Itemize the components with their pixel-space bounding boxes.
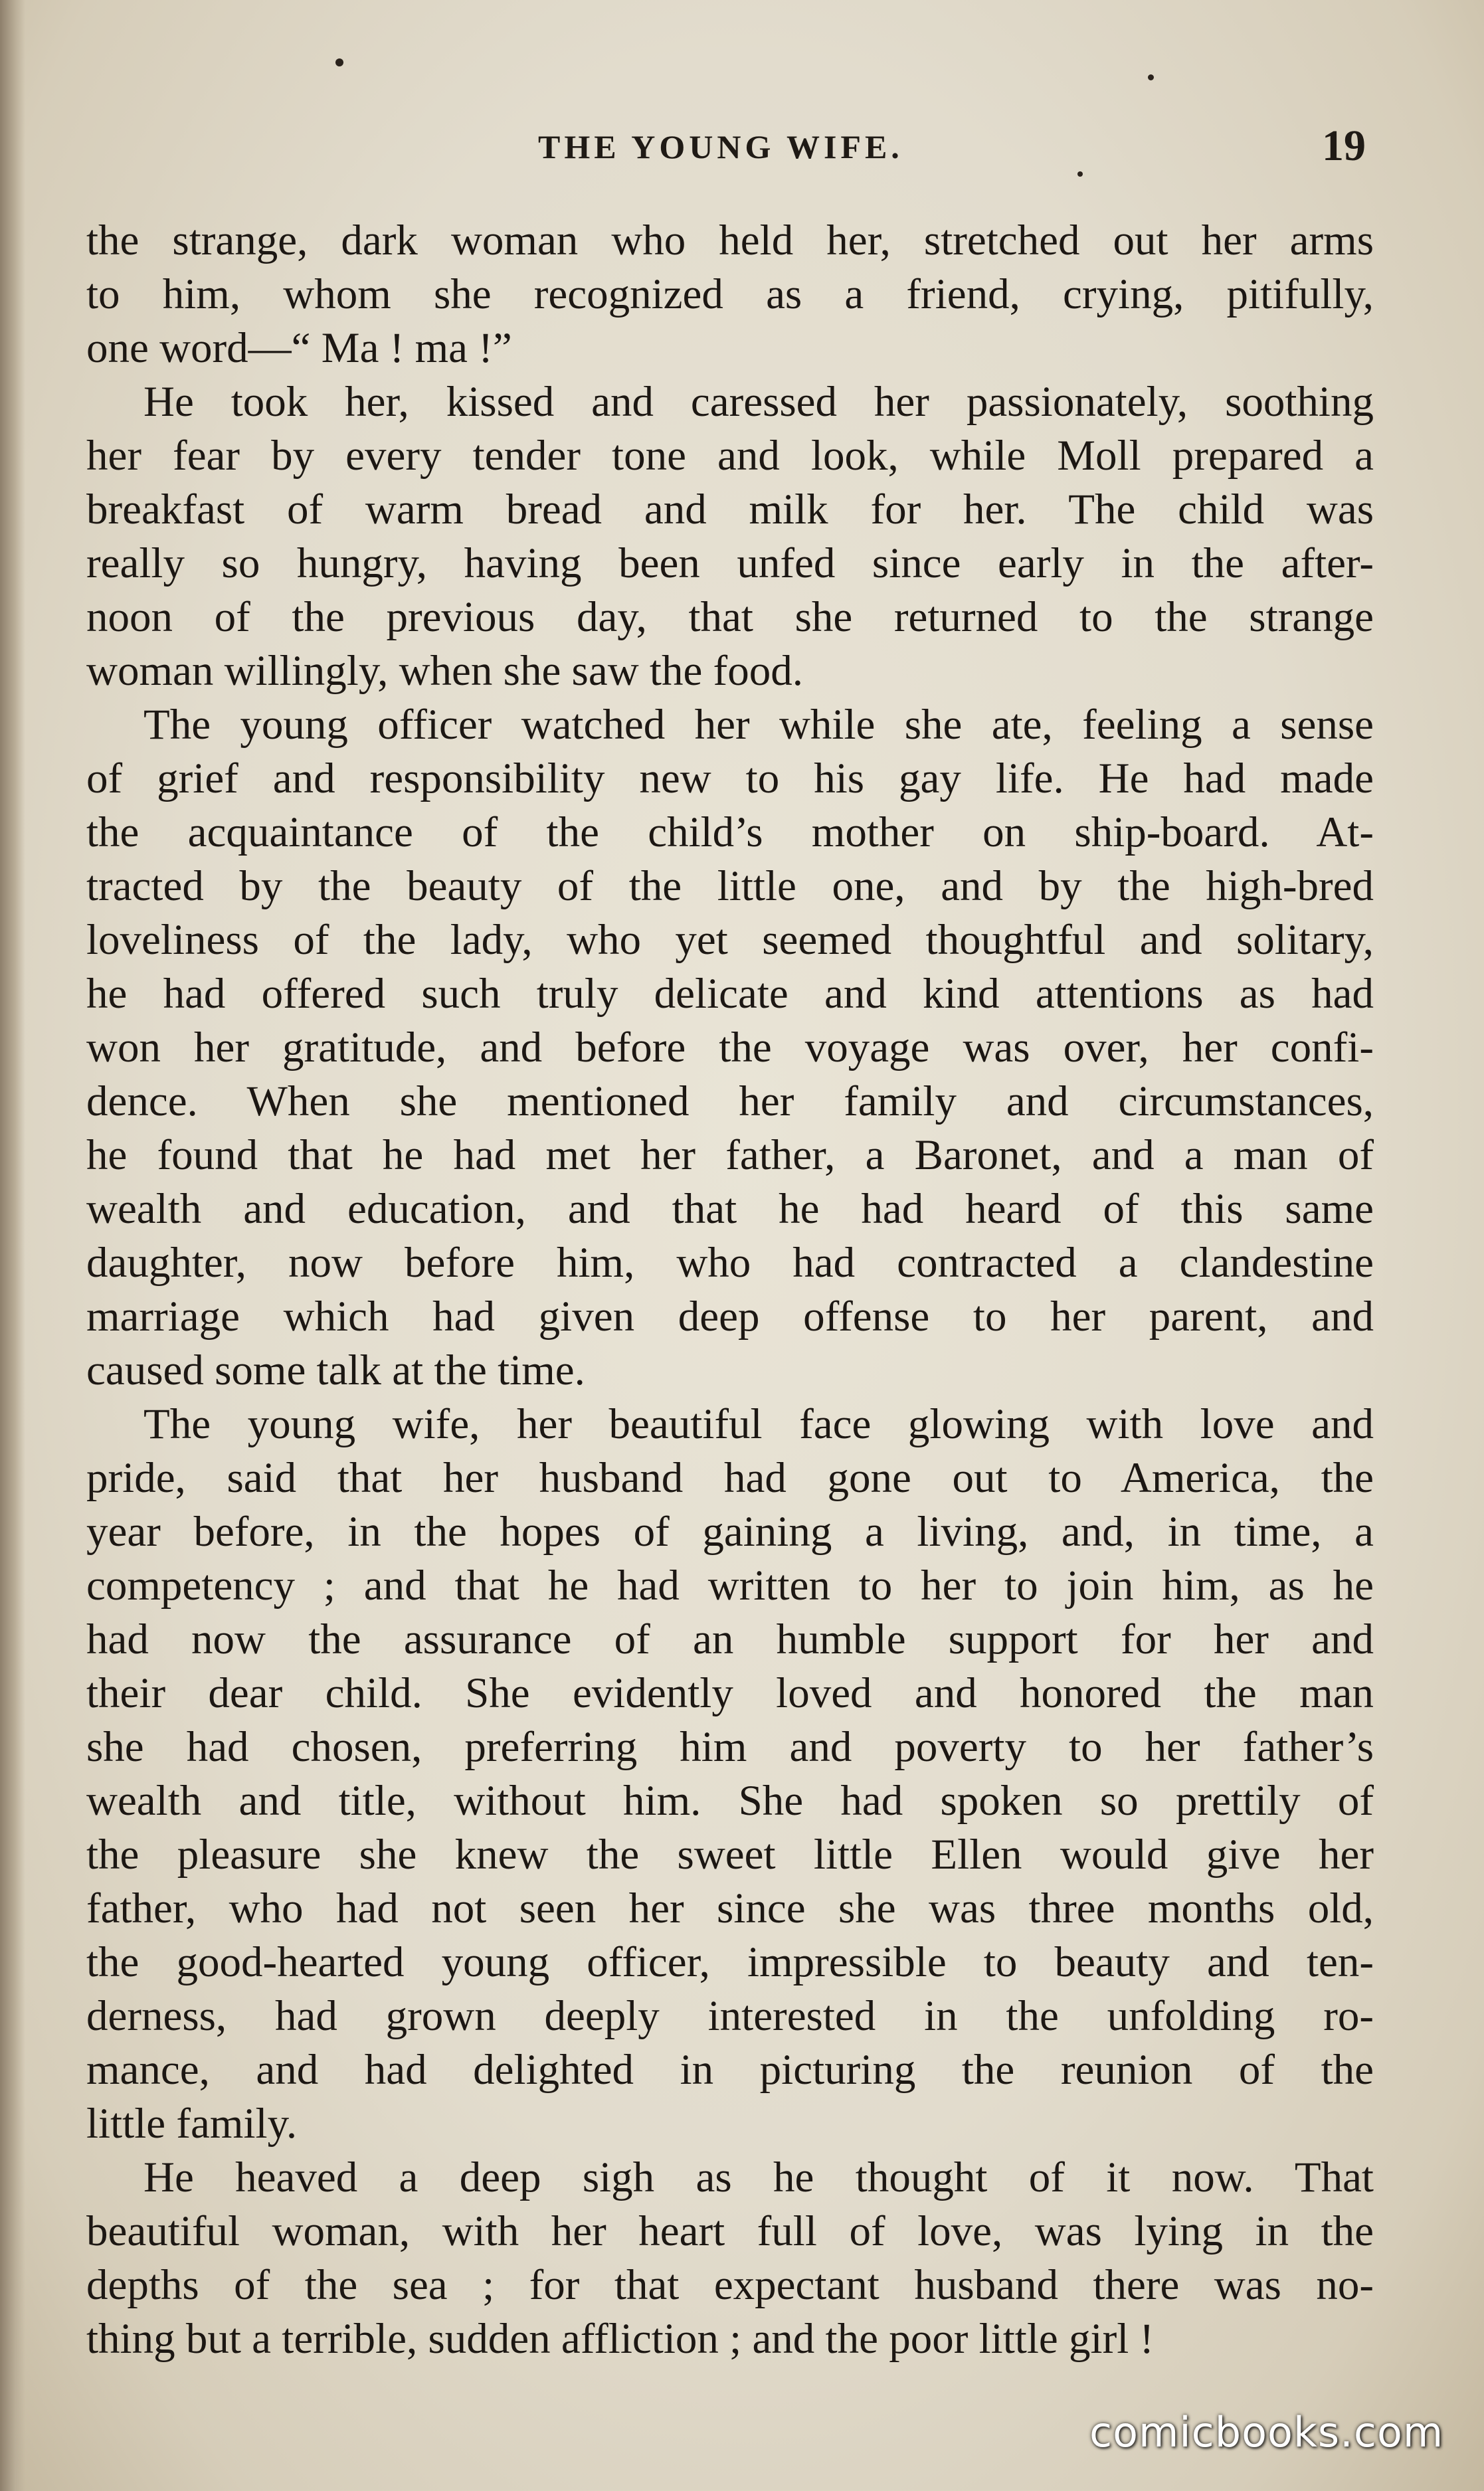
text-line: to him, whom she recognized as a friend, crying, pitifully, xyxy=(86,270,1374,318)
paragraph xyxy=(86,1398,1374,2151)
text-line: beautiful woman, with her heart full of love, was lying in the xyxy=(86,2207,1374,2255)
text-line: year before, in the hopes of gaining a living, and, in time, a xyxy=(86,1508,1374,1556)
text-line: really so hungry, having been unfed since early in the after- xyxy=(86,539,1374,587)
text-line: the acquaintance of the child’s mother on ship-board. At- xyxy=(86,808,1374,856)
text-line: wealth and education, and that he had heard of this same xyxy=(86,1185,1374,1233)
page-number: 19 xyxy=(1322,122,1366,170)
text-line: tracted by the beauty of the little one, and by the high-bred xyxy=(86,862,1374,910)
text-line: breakfast of warm bread and milk for her. The child was xyxy=(86,486,1374,533)
text-line: mance, and had delighted in picturing the reunion of the xyxy=(86,2046,1374,2094)
text-line: he had offered such truly delicate and kind attentions as had xyxy=(86,970,1374,1018)
paragraph xyxy=(86,2151,1374,2366)
text-line: derness, had grown deeply interested in the unfolding ro- xyxy=(86,1992,1374,2040)
text-line: The young officer watched her while she ate, feeling a sense xyxy=(143,701,1374,749)
paragraph xyxy=(86,698,1374,1398)
text-line: pride, said that her husband had gone out to America, the xyxy=(86,1454,1374,1502)
text-line: he found that he had met her father, a Baronet, and a man of xyxy=(86,1131,1374,1179)
text-line: loveliness of the lady, who yet seemed thoughtful and solitary, xyxy=(86,916,1374,964)
text-line: had now the assurance of an humble support for her and xyxy=(86,1615,1374,1663)
text-line: little family. xyxy=(86,2100,298,2148)
paragraph xyxy=(86,375,1374,698)
watermark: comicbooks.com xyxy=(1089,2408,1444,2456)
text-line: she had chosen, preferring him and poverty to her father’s xyxy=(86,1723,1374,1771)
text-line: He heaved a deep sigh as he thought of it now. That xyxy=(143,2154,1374,2201)
text-line: marriage which had given deep offense to her parent, and xyxy=(86,1293,1374,1340)
text-line: woman willingly, when she saw the food. xyxy=(86,647,803,695)
body-text xyxy=(86,214,1374,2366)
text-line: He took her, kissed and caressed her passionately, soothing xyxy=(143,378,1374,426)
text-line: one word—“ Ma ! ma !” xyxy=(86,324,512,372)
text-line: the strange, dark woman who held her, stretched out her arms xyxy=(86,217,1374,264)
paragraph xyxy=(86,214,1374,375)
ink-speck xyxy=(1148,74,1154,80)
text-line: depths of the sea ; for that expectant husband there was no- xyxy=(86,2261,1374,2309)
text-line: their dear child. She evidently loved and honored the man xyxy=(86,1669,1374,1717)
text-line: the pleasure she knew the sweet little Ellen would give her xyxy=(86,1831,1374,1879)
text-line: her fear by every tender tone and look, while Moll prepared a xyxy=(86,432,1374,480)
page-spine-shadow xyxy=(0,0,25,2491)
ink-speck xyxy=(335,58,343,66)
text-line: wealth and title, without him. She had spoken so prettily of xyxy=(86,1777,1374,1825)
text-line: of grief and responsibility new to his gay life. He had made xyxy=(86,755,1374,802)
text-line: caused some talk at the time. xyxy=(86,1346,585,1394)
running-title: THE YOUNG WIFE. xyxy=(538,128,903,165)
text-line: thing but a terrible, sudden affliction ; and the poor little girl ! xyxy=(86,2315,1155,2363)
text-line: noon of the previous day, that she returned to the strange xyxy=(86,593,1374,641)
text-line: The young wife, her beautiful face glowing with love and xyxy=(143,1400,1374,1448)
text-line: dence. When she mentioned her family and circumstances, xyxy=(86,1077,1374,1125)
text-line: won her gratitude, and before the voyage was over, her confi- xyxy=(86,1024,1374,1071)
text-line: father, who had not seen her since she was three months old, xyxy=(86,1885,1374,1932)
text-line: competency ; and that he had written to her to join him, as he xyxy=(86,1562,1374,1610)
text-line: the good-hearted young officer, impressible to beauty and ten- xyxy=(86,1938,1374,1986)
text-line: daughter, now before him, who had contracted a clandestine xyxy=(86,1239,1374,1287)
running-header xyxy=(0,121,1484,174)
